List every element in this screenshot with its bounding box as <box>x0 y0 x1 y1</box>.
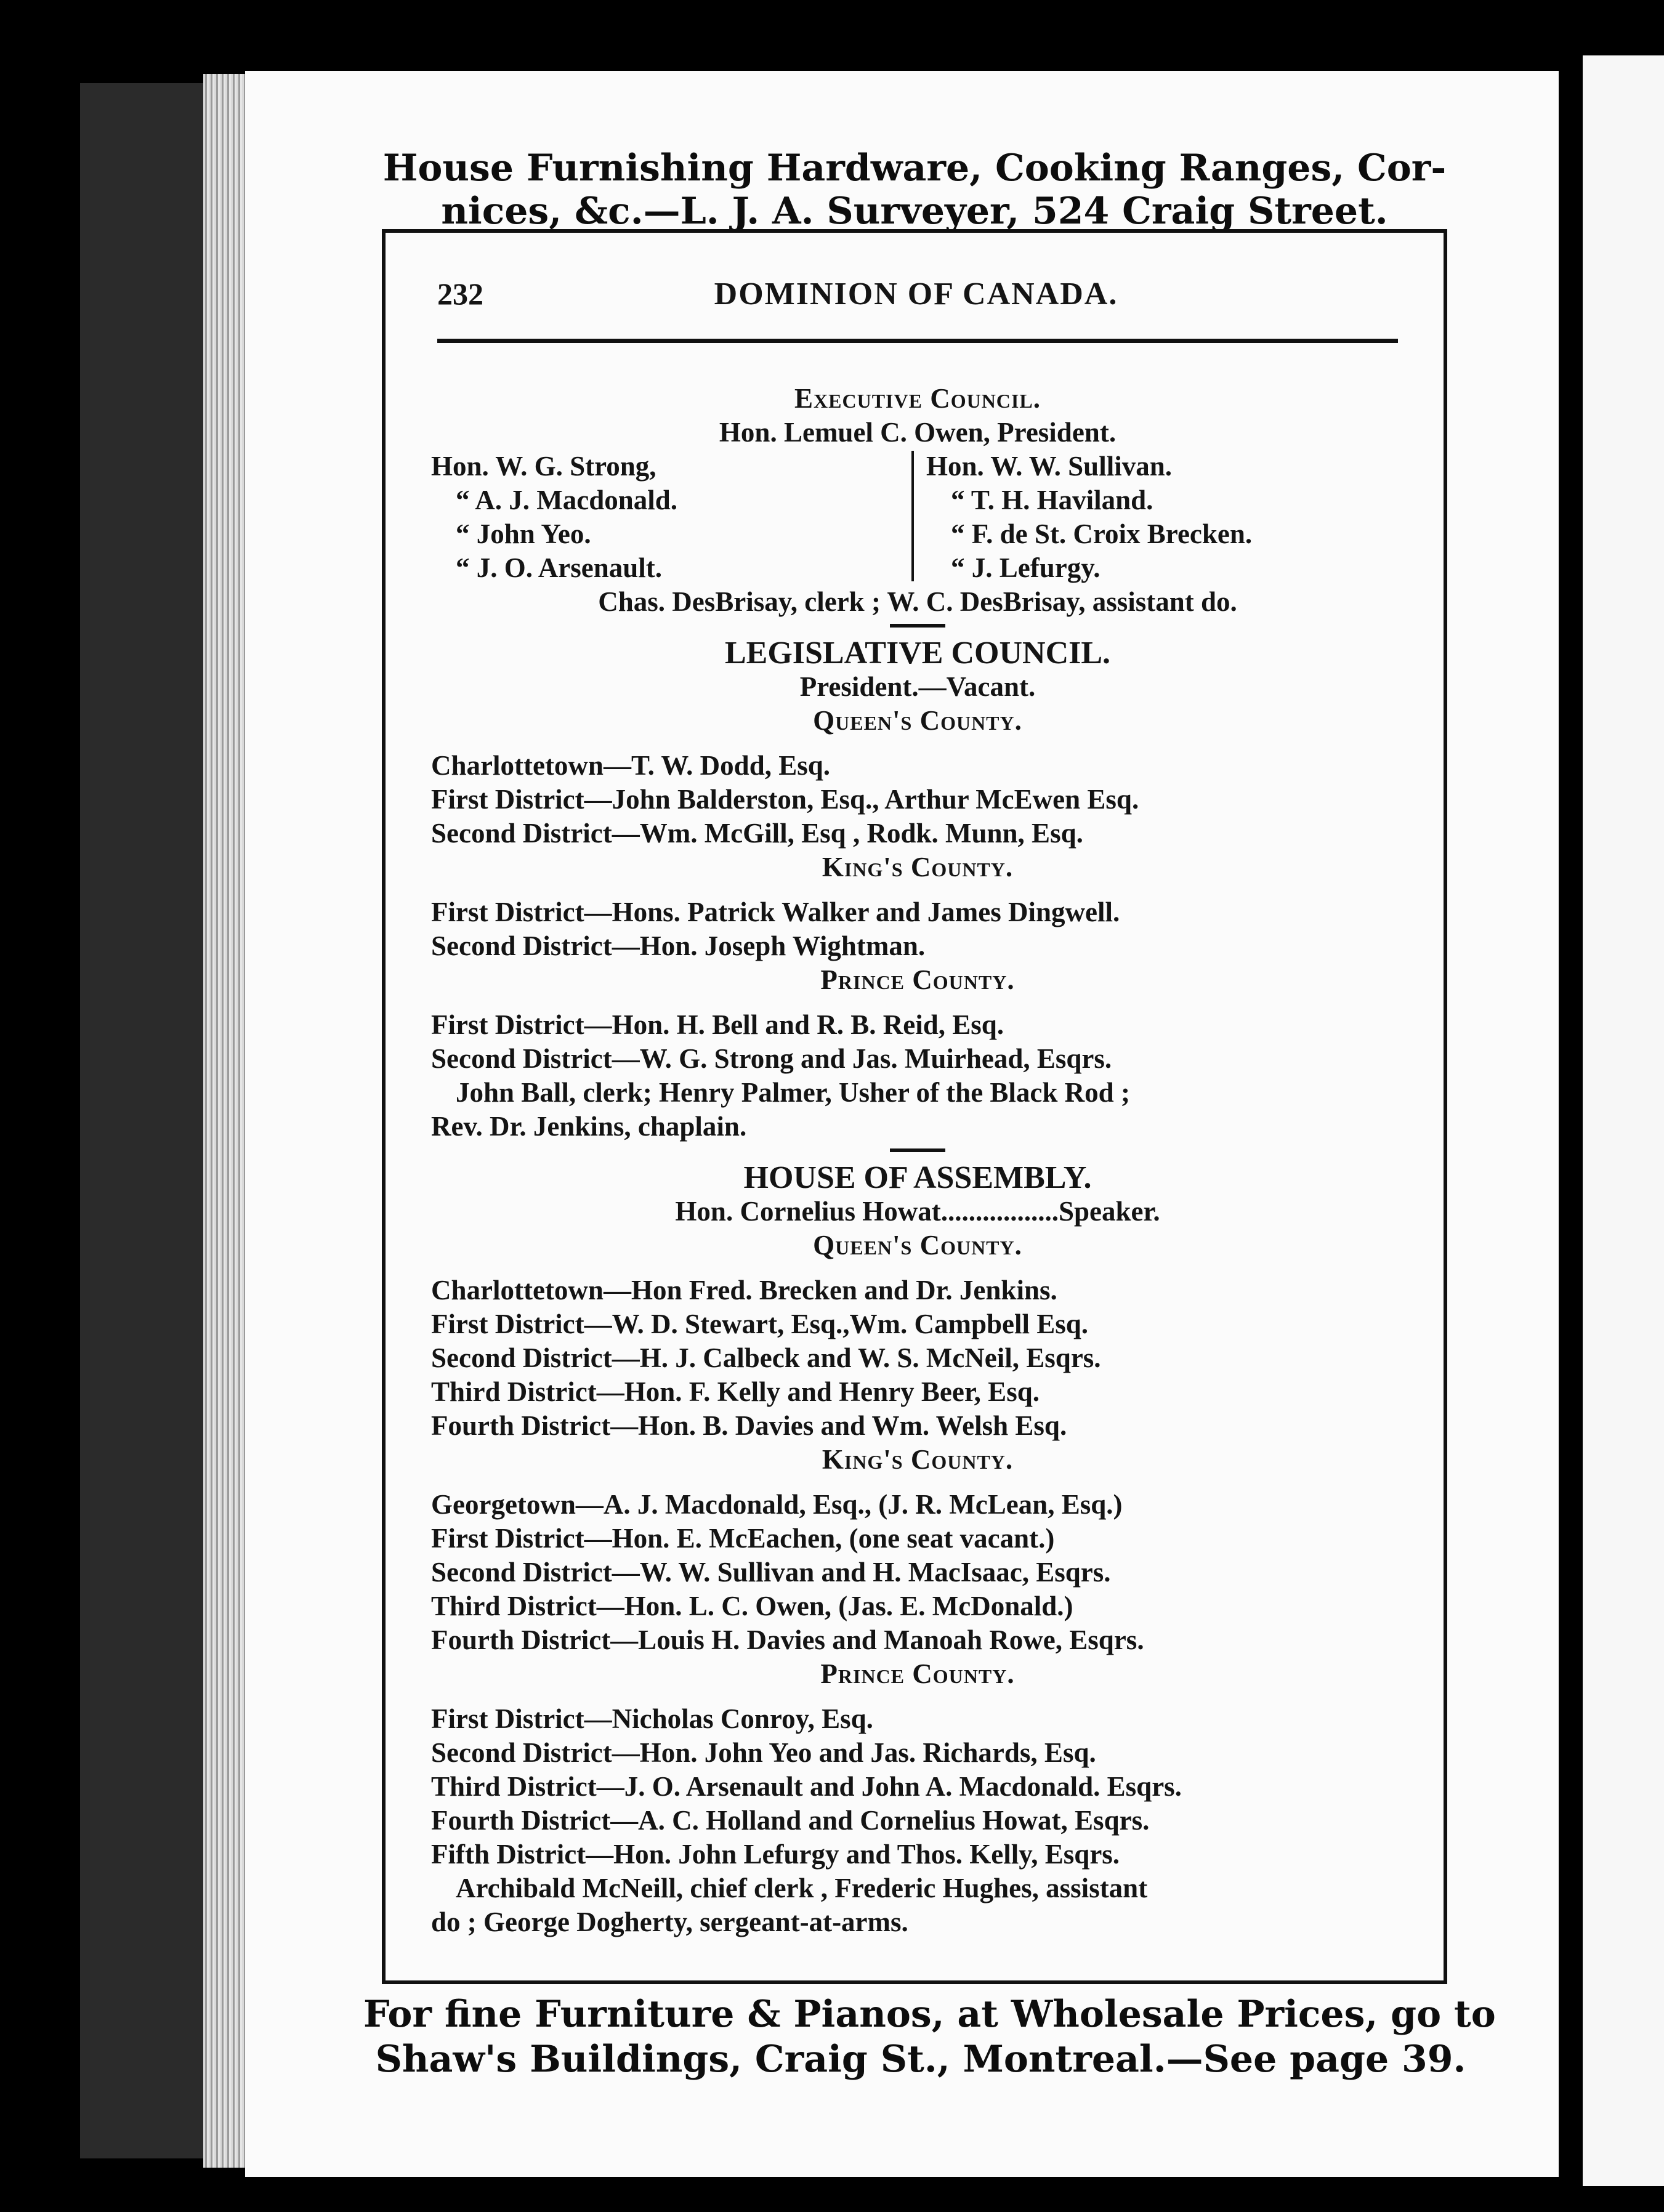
district-entry: Second District—Hon. Joseph Wightman. <box>431 930 926 961</box>
member-entry: “ J. Lefurgy. <box>951 552 1101 583</box>
district-entry: Fourth District—Hon. B. Davies and Wm. Welsh Esq. <box>431 1410 1067 1441</box>
assembly-officers-continued: do ; George Dogherty, sergeant-at-arms. <box>431 1907 908 1937</box>
header-rule <box>437 339 1398 343</box>
county-heading: Queen's County. <box>813 705 1022 736</box>
facing-page-edge <box>1583 55 1664 2186</box>
council-officers: John Ball, clerk; Henry Palmer, Usher of the Black Rod ; <box>456 1077 1130 1108</box>
bottom-ad-line-1: For fine Furniture & Pianos, at Wholesale Prices, go to <box>363 1993 1496 2036</box>
county-heading: Prince County. <box>820 964 1015 995</box>
member-entry: “ J. O. Arsenault. <box>456 552 663 583</box>
executive-council-president: Hon. Lemuel C. Owen, President. <box>719 417 1117 448</box>
district-entry: First District—Nicholas Conroy, Esq. <box>431 1703 873 1734</box>
member-entry: “ A. J. Macdonald. <box>456 485 678 515</box>
district-entry: First District—Hons. Patrick Walker and James Dingwell. <box>431 897 1120 927</box>
house-speaker: Hon. Cornelius Howat.................Speaker. <box>675 1196 1160 1227</box>
top-ad-line-1: House Furnishing Hardware, Cooking Ranges, Cor- <box>382 147 1447 190</box>
county-heading: King's County. <box>822 1444 1014 1475</box>
district-entry: Second District—Wm. McGill, Esq , Rodk. Munn, Esq. <box>431 818 1083 849</box>
legislative-council-president: President.—Vacant. <box>799 671 1036 702</box>
council-officers-continued: Rev. Dr. Jenkins, chaplain. <box>431 1111 747 1142</box>
members-right-column <box>926 450 1404 585</box>
house-of-assembly-heading: HOUSE OF ASSEMBLY. <box>743 1160 1092 1195</box>
page-content <box>431 382 1404 1939</box>
page-number: 232 <box>437 276 483 311</box>
district-entry: Second District—W. G. Strong and Jas. Muirhead, Esqrs. <box>431 1043 1112 1074</box>
district-entry: Second District—W. W. Sullivan and H. MacIsaac, Esqrs. <box>431 1557 1111 1588</box>
executive-council-section <box>431 382 1404 619</box>
district-entry: First District—John Balderston, Esq., Arthur McEwen Esq. <box>431 784 1139 815</box>
district-entry: First District—Hon. E. McEachen, (one seat vacant.) <box>431 1523 1055 1554</box>
member-entry: “ T. H. Haviland. <box>951 485 1153 515</box>
bottom-ad-line-2: Shaw's Buildings, Craig St., Montreal.—See page 39. <box>375 2038 1466 2081</box>
bottom-advertisement <box>363 1992 1496 2082</box>
county-heading: King's County. <box>822 852 1014 882</box>
district-entry: Second District—H. J. Calbeck and W. S. McNeil, Esqrs. <box>431 1342 1101 1373</box>
executive-council-clerks: Chas. DesBrisay, clerk ; W. C. DesBrisay, assistant do. <box>598 586 1237 617</box>
member-entry: “ John Yeo. <box>456 519 591 549</box>
assembly-officers: Archibald McNeill, chief clerk , Frederic Hughes, assistant <box>456 1873 1148 1903</box>
page-title: DOMINION OF CANADA. <box>714 276 1118 312</box>
district-entry: Charlottetown—Hon Fred. Brecken and Dr. Jenkins. <box>431 1275 1057 1306</box>
top-advertisement <box>345 147 1484 233</box>
section-divider <box>890 624 945 628</box>
member-entry: Hon. W. G. Strong, <box>431 451 656 482</box>
county-heading: Prince County. <box>820 1658 1015 1689</box>
executive-council-heading: Executive Council. <box>794 383 1041 414</box>
page-header <box>437 276 1395 313</box>
district-entry: Third District—Hon. F. Kelly and Henry Beer, Esq. <box>431 1376 1040 1407</box>
section-divider <box>890 1148 945 1152</box>
member-entry: “ F. de St. Croix Brecken. <box>951 519 1253 549</box>
district-entry: Third District—Hon. L. C. Owen, (Jas. E. McDonald.) <box>431 1591 1073 1621</box>
district-entry: Fourth District—Louis H. Davies and Manoah Rowe, Esqrs. <box>431 1625 1144 1655</box>
legislative-council-section <box>431 636 1404 1144</box>
executive-council-members <box>431 450 1404 585</box>
county-heading: Queen's County. <box>813 1230 1022 1261</box>
member-entry: Hon. W. W. Sullivan. <box>926 451 1172 482</box>
district-entry: Georgetown—A. J. Macdonald, Esq., (J. R. McLean, Esq.) <box>431 1489 1123 1520</box>
column-divider <box>911 451 914 581</box>
legislative-council-heading: LEGISLATIVE COUNCIL. <box>724 636 1111 671</box>
district-entry: First District—Hon. H. Bell and R. B. Reid, Esq. <box>431 1009 1004 1040</box>
district-entry: Charlottetown—T. W. Dodd, Esq. <box>431 750 831 781</box>
page-edges <box>203 74 246 2168</box>
district-entry: Fifth District—Hon. John Lefurgy and Thos. Kelly, Esqrs. <box>431 1839 1120 1870</box>
district-entry: Third District—J. O. Arsenault and John A. Macdonald. Esqrs. <box>431 1771 1182 1802</box>
page-gutter <box>1560 55 1582 2186</box>
district-entry: Second District—Hon. John Yeo and Jas. Richards, Esq. <box>431 1737 1096 1768</box>
members-left-column <box>431 450 911 585</box>
top-ad-line-2: nices, &c.—L. J. A. Surveyer, 524 Craig Street. <box>441 190 1388 233</box>
district-entry: Fourth District—A. C. Holland and Cornelius Howat, Esqrs. <box>431 1805 1150 1836</box>
district-entry: First District—W. D. Stewart, Esq.,Wm. Campbell Esq. <box>431 1309 1089 1339</box>
house-of-assembly-section <box>431 1161 1404 1939</box>
